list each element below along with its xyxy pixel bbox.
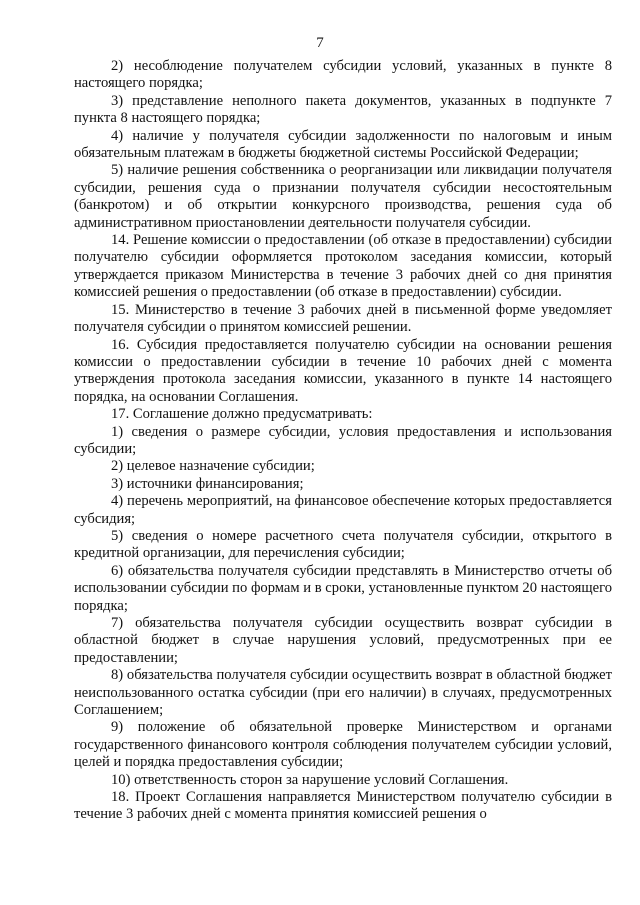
- paragraph: 5) наличие решения собственника о реорганизации или ликвидации получателя субсидии, решения суда о признании получателя субсидии несостоятельным (банкротом) и об открытии конкурсного производства, решения суда об административном приостановлении деятельности получателя субсидии.: [74, 162, 612, 231]
- paragraph: 5) сведения о номере расчетного счета получателя субсидии, открытого в кредитной организации, для перечисления субсидии;: [74, 527, 612, 562]
- paragraph: 6) обязательства получателя субсидии представлять в Министерство отчеты об использовании субсидии по формам и в сроки, установленные пунктом 20 настоящего порядка;: [74, 562, 612, 614]
- paragraph: 3) источники финансирования;: [111, 475, 304, 492]
- paragraph: 9) положение об обязательной проверке Министерством и органами государственного финансового контроля соблюдения получателем субсидии условий, целей и порядка предоставления субсидии;: [74, 719, 612, 771]
- paragraph: 2) несоблюдение получателем субсидии условий, указанных в пункте 8 настоящего порядка;: [74, 58, 612, 92]
- document-body: [74, 58, 612, 824]
- paragraph: 4) наличие у получателя субсидии задолженности по налоговым и иным обязательным платежам в бюджеты бюджетной системы Российской Федерации;: [74, 127, 612, 162]
- paragraph: 4) перечень мероприятий, на финансовое обеспечение которых предоставляется субсидия;: [74, 493, 612, 527]
- paragraph: 3) представление неполного пакета документов, указанных в подпункте 7 пункта 8 настоящего порядка;: [74, 92, 612, 127]
- paragraph: 14. Решение комиссии о предоставлении (об отказе в предоставлении) субсидии получателю субсидии оформляется протоколом заседания комиссии, который утверждается приказом Министерства в течение 3 рабочих дней со дня принятия комиссией решения о предоставлении (об отказе в предоставлении) субсидии.: [74, 232, 612, 301]
- paragraph: 17. Соглашение должно предусматривать:: [111, 406, 373, 423]
- paragraph: 16. Субсидия предоставляется получателю субсидии на основании решения комиссии о предоставлении субсидии в течение 10 рабочих дней с момента утверждения протокола заседания комиссии, указанного в пункте 14 настоящего порядка, на основании Соглашения.: [74, 336, 612, 405]
- paragraph: 2) целевое назначение субсидии;: [111, 458, 315, 475]
- paragraph: 7) обязательства получателя субсидии осуществить возврат субсидии в областной бюджет в случае нарушения условий, предусмотренных при ее предоставлении;: [74, 615, 612, 666]
- paragraph: 10) ответственность сторон за нарушение условий Соглашения.: [111, 771, 509, 788]
- page-number: 7: [316, 35, 324, 51]
- paragraph: 1) сведения о размере субсидии, условия предоставления и использования субсидии;: [74, 423, 612, 457]
- paragraph: 15. Министерство в течение 3 рабочих дней в письменной форме уведомляет получателя субсидии о принятом комиссией решении.: [74, 301, 612, 336]
- paragraph: 18. Проект Соглашения направляется Министерством получателю субсидии в течение 3 рабочих дней с момента принятия комиссией решения о: [74, 789, 612, 823]
- paragraph: 8) обязательства получателя субсидии осуществить возврат в областной бюджет неиспользованного остатка субсидии (при его наличии) в случаях, предусмотренных Соглашением;: [74, 667, 612, 719]
